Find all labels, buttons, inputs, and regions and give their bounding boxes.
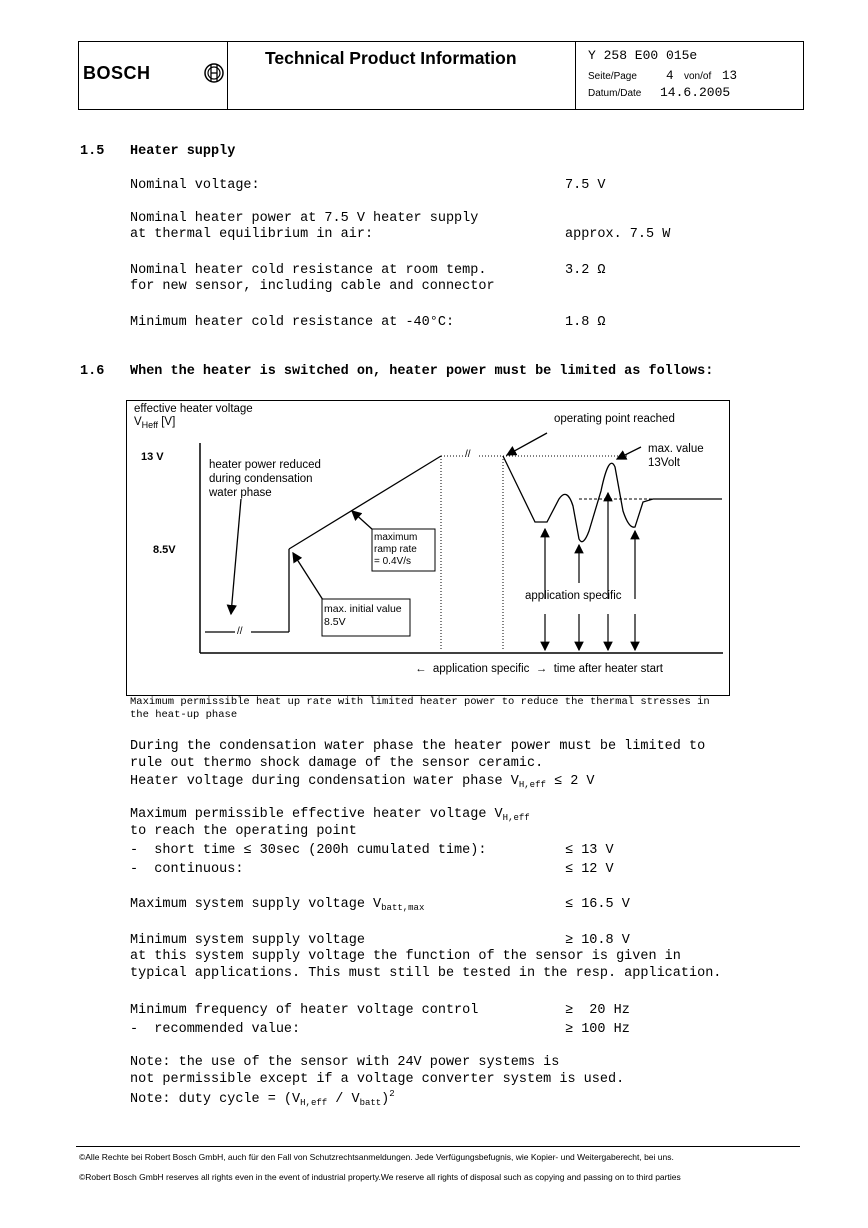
annotation-ramp-line3: = 0.4V/s [374, 556, 411, 567]
spec-value: 7.5 V [565, 178, 606, 193]
annotation-ramp-line2: ramp rate [374, 544, 417, 555]
section-number-1-5: 1.5 [80, 144, 105, 159]
note-text: Note: the use of the sensor with 24V power systems is [130, 1055, 560, 1070]
annotation-application-specific: application specific [525, 590, 622, 602]
figure-caption-line2: the heat-up phase [130, 709, 238, 721]
body-text: Minimum system supply voltage [130, 933, 365, 948]
spec-value: ≥ 100 Hz [565, 1022, 630, 1037]
note-duty-cycle [130, 1089, 395, 1108]
spec-label: Minimum heater cold resistance at -40°C: [130, 315, 455, 330]
section-title-heater-supply: Heater supply [130, 144, 236, 159]
page-of-label: von/of [684, 71, 712, 82]
page-number: 4 [666, 69, 674, 83]
list-item: - recommended value: [130, 1022, 301, 1037]
spec-value: ≥ 20 Hz [565, 1003, 630, 1018]
body-text: to reach the operating point [130, 824, 357, 839]
footer-copyright-de: ©Alle Rechte bei Robert Bosch GmbH, auch für den Fall von Schutzrechtsanmeldungen. Jede Verfügungsbefugnis, wie Kopier- und Weitergaberecht, bei uns. [79, 1152, 674, 1162]
annotation-ramp-line1: maximum [374, 532, 418, 543]
text-segment: ) [381, 1092, 390, 1107]
axis-break-1: // [237, 626, 243, 637]
spec-label-cont: for new sensor, including cable and connector [130, 279, 495, 294]
y-tick-13v: 13 V [141, 451, 164, 463]
subscript: batt [359, 1098, 382, 1108]
spec-label: Nominal heater cold resistance at room temp. [130, 263, 487, 278]
logo-cell [79, 42, 228, 109]
x-axis-app-specific: application specific [432, 663, 530, 675]
body-text-system-voltage [130, 897, 424, 913]
list-value: ≤ 12 V [565, 862, 614, 877]
list-item: - short time ≤ 30sec (200h cumulated time): [130, 843, 487, 858]
superscript: 2 [389, 1089, 395, 1099]
body-text: Minimum frequency of heater voltage control [130, 1003, 479, 1018]
annotation-operating-point: operating point reached [554, 413, 675, 425]
doc-meta-cell [575, 42, 804, 109]
section-number-1-6: 1.6 [80, 364, 105, 379]
annotation-reduced-line1: heater power reduced [209, 459, 321, 471]
document-title: Technical Product Information [265, 48, 517, 68]
spec-label: Nominal voltage: [130, 178, 260, 193]
list-value: ≤ 13 V [565, 843, 614, 858]
diagram-drawing [127, 401, 729, 695]
text-segment: / V [327, 1092, 360, 1107]
spec-value: 3.2 Ω [565, 263, 606, 278]
y-axis-unit: [V] [158, 416, 176, 428]
x-axis-label: time after heater start [553, 663, 663, 675]
annotation-max-value-line1: max. value [648, 443, 704, 455]
spec-label-cont: at thermal equilibrium in air: [130, 227, 374, 242]
document-header [78, 41, 804, 110]
x-axis-annotation: ← application specific → time after heater start [415, 663, 663, 675]
annotation-max-value-line2: 13Volt [648, 457, 680, 469]
y-tick-8-5v: 8.5V [153, 544, 176, 556]
annotation-initial-line1: max. initial value [324, 603, 402, 615]
list-item: - continuous: [130, 862, 244, 877]
brand-name: BOSCH [83, 63, 151, 83]
y-axis-label: effective heater voltage [134, 403, 253, 415]
axis-break-2: // [465, 449, 471, 460]
subscript: H,eff [502, 813, 530, 823]
body-text: typical applications. This must still be tested in the resp. application. [130, 966, 722, 981]
footer-divider [76, 1146, 800, 1147]
text-segment: Maximum permissible effective heater voltage V [130, 807, 503, 822]
body-text-max-voltage [130, 807, 530, 823]
footer-copyright-en: ©Robert Bosch GmbH reserves all rights even in the event of industrial property.We reserve all rights of disposal such as copying and passing on to third parties [79, 1172, 681, 1182]
body-text-condensation-voltage [130, 774, 595, 790]
subscript: H,eff [300, 1098, 328, 1108]
heater-voltage-diagram [126, 400, 730, 696]
bosch-armature-logo-icon [203, 62, 225, 84]
y-axis-symbol-sub: Heff [141, 420, 159, 430]
body-text: rule out thermo shock damage of the sensor ceramic. [130, 756, 544, 771]
page-label: Seite/Page [588, 71, 637, 82]
annotation-reduced-line3: water phase [209, 487, 272, 499]
text-segment: ≤ 2 V [545, 774, 595, 789]
doc-id: Y 258 E00 015e [588, 48, 698, 63]
subscript: batt,max [381, 903, 425, 913]
section-title-heater-limit: When the heater is switched on, heater power must be limited as follows: [130, 364, 714, 379]
text-segment: Heater voltage during condensation water phase V [130, 774, 519, 789]
figure-caption-line1: Maximum permissible heat up rate with limited heater power to reduce the thermal stresses in [130, 696, 710, 708]
spec-value: ≤ 16.5 V [565, 897, 630, 912]
doc-date: 14.6.2005 [660, 85, 731, 100]
spec-label: Nominal heater power at 7.5 V heater supply [130, 211, 479, 226]
note-text: not permissible except if a voltage converter system is used. [130, 1072, 625, 1087]
body-text: During the condensation water phase the heater power must be limited to [130, 739, 706, 754]
spec-value: 1.8 Ω [565, 315, 606, 330]
date-label: Datum/Date [588, 88, 642, 99]
spec-value: approx. 7.5 W [565, 227, 671, 242]
text-segment: Maximum system supply voltage V [130, 897, 382, 912]
text-segment: Note: duty cycle = (V [130, 1092, 301, 1107]
y-axis-symbol-main: V [134, 416, 142, 428]
page-total: 13 [722, 69, 738, 83]
annotation-reduced-line2: during condensation [209, 473, 313, 485]
y-axis-symbol [134, 416, 175, 430]
annotation-initial-line2: 8.5V [324, 616, 346, 628]
body-text: at this system supply voltage the function of the sensor is given in [130, 949, 681, 964]
subscript: H,eff [518, 780, 546, 790]
spec-value: ≥ 10.8 V [565, 933, 630, 948]
